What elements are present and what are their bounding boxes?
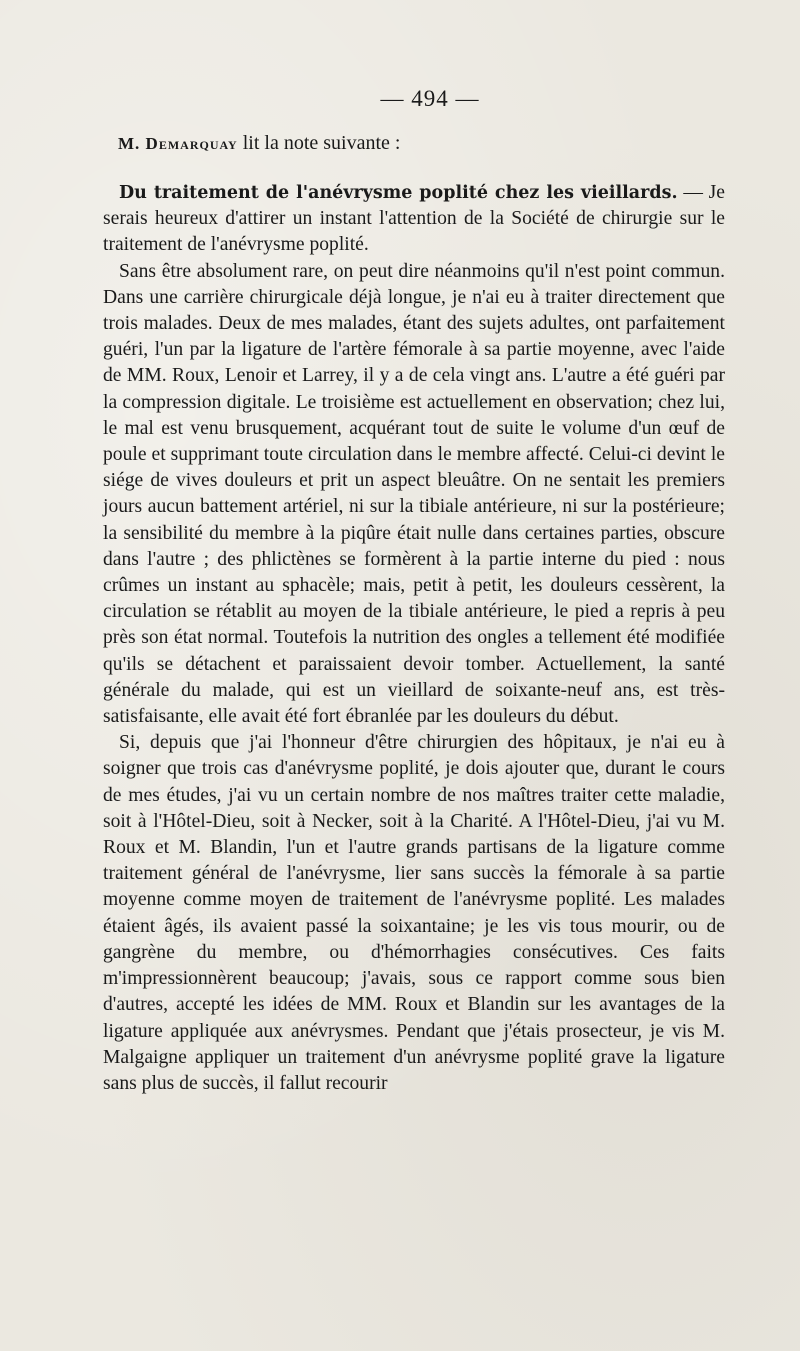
paragraph — [103, 180, 725, 259]
intro-text: lit la note suivante : — [237, 132, 401, 154]
paragraph: Sans être absolument rare, on peut dire néanmoins qu'il n'est point commun. Dans une carrière chirurgicale déjà longue, je n'ai eu à traiter directement que trois malades. Deux de mes malades, étant des sujets adultes, ont parfaitement guéri, l'un par la ligature de l'artère fémorale à sa partie moyenne, avec l'aide de MM. Roux, Lenoir et Larrey, il y a de cela vingt ans. L'autre a été guéri par la compression digitale. Le troisième est actuellement en observation; chez lui, le mal est venu brusquement, acquérant tout de suite le volume d'un œuf de poule et supprimant toute circulation dans le membre affecté. Celui-ci devint le siége de vives douleurs et prit un aspect bleuâtre. On ne sentait les premiers jours aucun battement artériel, ni sur la tibiale antérieure, ni sur la postérieure; la sensibilité du membre à la piqûre était nulle dans certaines parties, obscure dans l'autre ; des phlictènes se formèrent à la partie interne du pied : nous crûmes un instant au sphacèle; mais, petit à petit, les douleurs cessèrent, la circulation se rétablit au moyen de la tibiale antérieure, le pied a repris à peu près son état normal. Toutefois la nutrition des ongles a tellement été modifiée qu'ils se détachent et paraissaient devoir tomber. Actuellement, la santé générale du malade, qui est un vieillard de soixante-neuf ans, est très-satisfaisante, elle avait été fort ébranlée par les douleurs du début. — [103, 260, 725, 728]
section-title: Du traitement de l'anévrysme poplité chez les vieillards. — [119, 183, 678, 203]
paragraph-text: — Je serais heureux d'attirer un instant l'attention de la Société de chirurgie sur le traitement de l'anévrysme poplité. — [103, 182, 725, 256]
document-body — [103, 180, 725, 1097]
intro-line — [118, 132, 400, 155]
page-number: — 494 — — [380, 86, 480, 111]
paragraph: Si, depuis que j'ai l'honneur d'être chirurgien des hôpitaux, je n'ai eu à soigner que trois cas d'anévrysme poplité, je dois ajouter que, durant le cours de mes études, j'ai vu un certain nombre de nos maîtres traiter cette maladie, soit à l'Hôtel-Dieu, soit à Necker, soit à la Charité. A l'Hôtel-Dieu, j'ai vu M. Roux et M. Blandin, l'un et l'autre grands partisans de la ligature comme traitement général de l'anévrysme, lier sans succès la fémorale à sa partie moyenne comme moyen de traitement de l'anévrysme poplité. Les malades étaient âgés, ils avaient passé la soixantaine; je les vis tous mourir, ou de gangrène du membre, ou d'hémorrhagies consécutives. Ces faits m'impressionnèrent beaucoup; j'avais, sous ce rapport comme sous bien d'autres, accepté les idées de MM. Roux et Blandin sur les avantages de la ligature appliquée aux anévrysmes. Pendant que j'étais prosecteur, je vis M. Malgaigne appliquer un traitement d'un anévrysme poplité grave la ligature sans plus de succès, il fallut recourir — [103, 732, 725, 1094]
author-name: M. Demarquay — [118, 134, 238, 153]
